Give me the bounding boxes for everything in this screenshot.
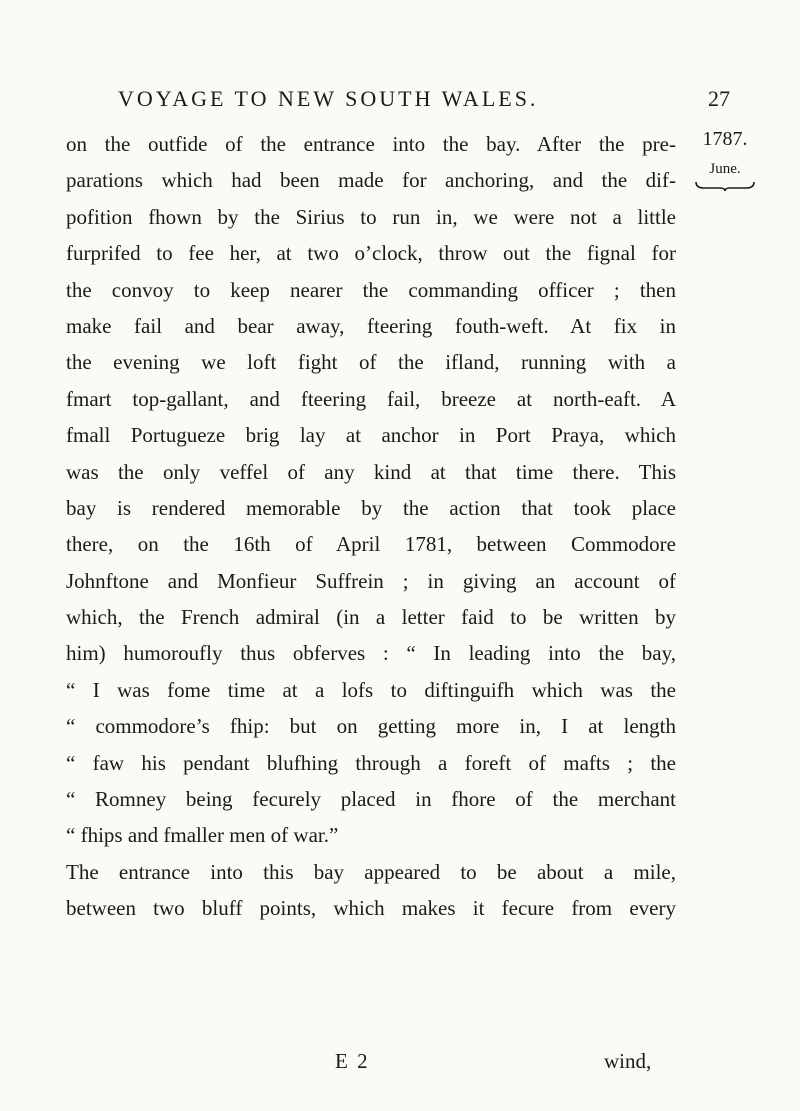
text-line: there, on the 16th of April 1781, between Commodore (66, 532, 676, 557)
running-title: VOYAGE TO NEW SOUTH WALES. (118, 86, 539, 111)
text-line: “ Romney being fecurely placed in fhore of the merchant (66, 787, 676, 812)
text-line: bay is rendered memorable by the action that took place (66, 495, 676, 520)
text-line: between two bluff points, which makes it fecure from every (66, 896, 676, 921)
text-line: fmall Portugueze brig lay at anchor in Port Praya, which (66, 423, 676, 448)
text-line: furprifed to fee her, at two o’clock, throw out the fignal for (66, 241, 676, 266)
brace-icon (694, 180, 756, 192)
text-line: Johnftone and Monfieur Suffrein ; in giving an account of (66, 568, 676, 593)
margin-note (690, 128, 760, 192)
text-line: on the outfide of the entrance into the bay. After the pre- (66, 132, 676, 156)
text-line: The entrance into this bay appeared to be about a mile, (66, 859, 676, 884)
catchword: wind, (604, 1049, 652, 1073)
text-line: pofition fhown by the Sirius to run in, we were not a little (66, 204, 676, 229)
text-line: the convoy to keep nearer the commanding officer ; then (66, 277, 676, 302)
text-line: “ faw his pendant blufhing through a foreft of mafts ; the (66, 750, 676, 775)
text-line: fmart top-gallant, and fteering fail, breeze at north-eaft. A (66, 386, 676, 411)
margin-year: 1787. (702, 128, 748, 150)
margin-month: June. (709, 161, 741, 177)
text-line: parations which had been made for anchoring, and the dif- (66, 168, 676, 193)
page-number: 27 (708, 86, 730, 111)
text-line: which, the French admiral (in a letter faid to be written by (66, 605, 676, 630)
text-line: “ fhips and fmaller men of war.” (66, 823, 339, 848)
text-line: him) humoroufly thus obferves : “ In leading into the bay, (66, 641, 676, 666)
signature-mark: E 2 (335, 1049, 370, 1073)
text-line: “ I was fome time at a lofs to diftinguifh which was the (66, 677, 676, 702)
text-line: “ commodore’s fhip: but on getting more in, I at length (66, 714, 676, 739)
text-line: make fail and bear away, fteering fouth-weft. At fix in (66, 313, 676, 338)
text-line: was the only veffel of any kind at that time there. This (66, 459, 676, 484)
body-text (66, 126, 676, 927)
text-line: the evening we loft fight of the ifland, running with a (66, 350, 676, 375)
